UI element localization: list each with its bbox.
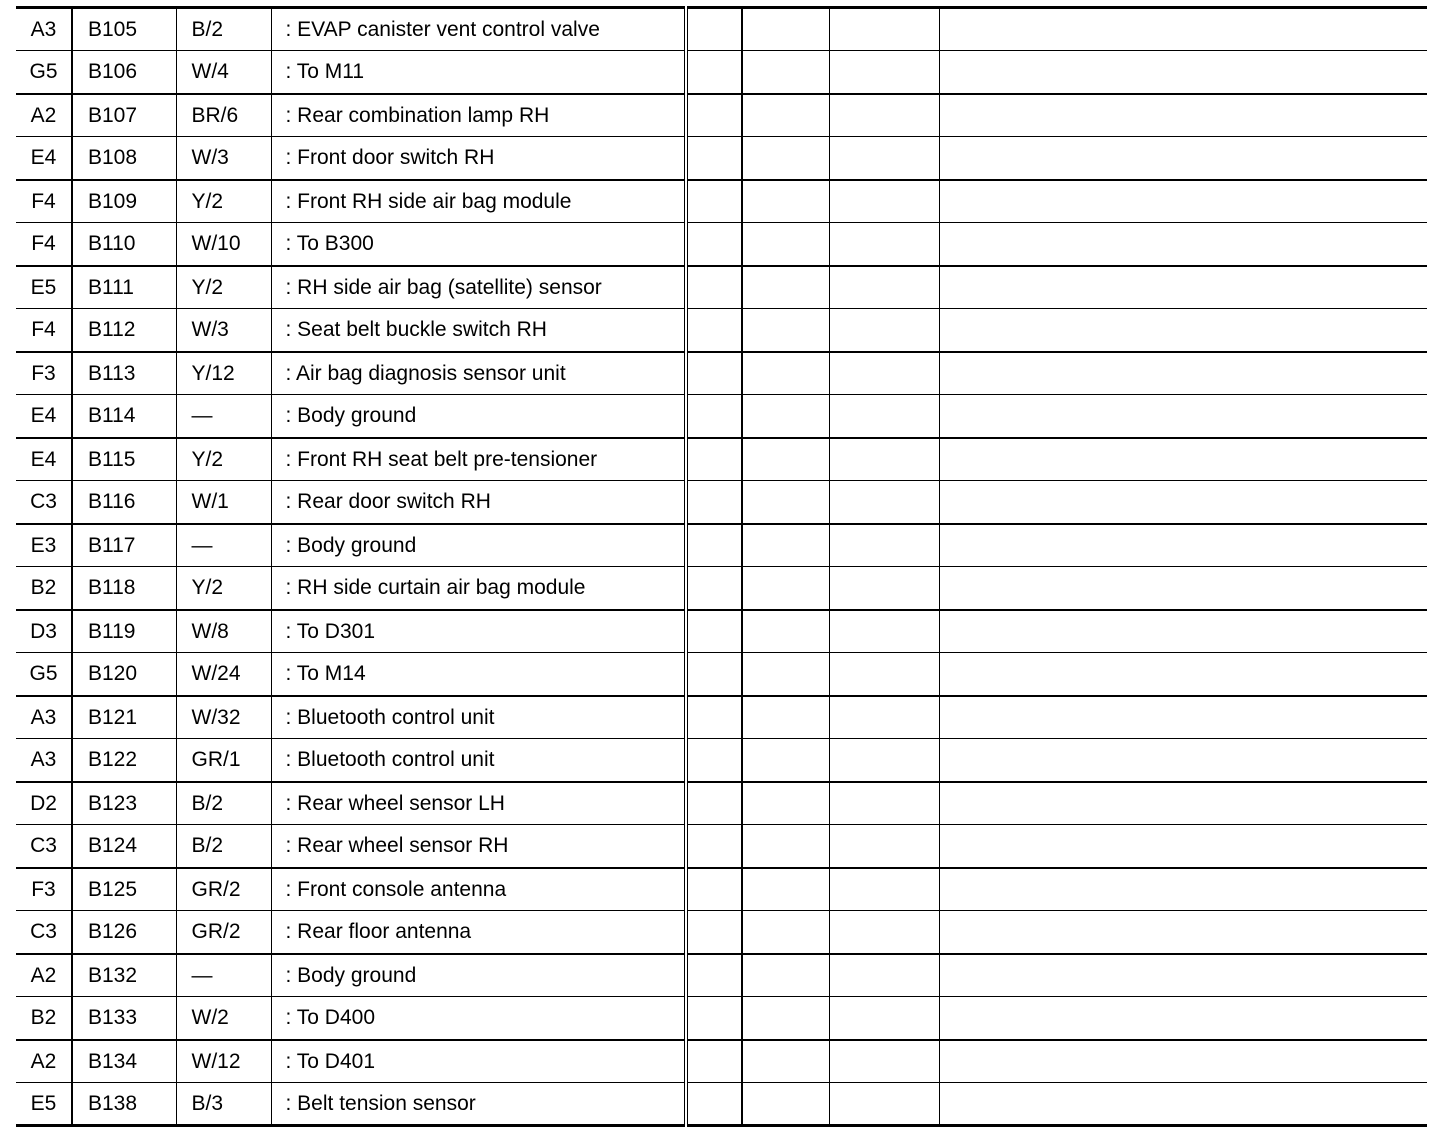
empty-connector-cell <box>742 911 829 954</box>
connector-color-pins-cell: GR/1 <box>176 739 271 782</box>
connector-number-cell: B121 <box>72 696 176 739</box>
connector-number-cell: B132 <box>72 954 176 997</box>
empty-grid-cell <box>686 1040 742 1083</box>
empty-grid-cell <box>686 739 742 782</box>
connector-description-cell: : Seat belt buckle switch RH <box>271 309 686 352</box>
empty-connector-cell <box>742 137 829 180</box>
connector-number-cell: B117 <box>72 524 176 567</box>
empty-description-cell <box>939 1040 1427 1083</box>
empty-color-pins-cell <box>829 395 939 438</box>
empty-description-cell <box>939 223 1427 266</box>
table-body <box>16 8 1427 1126</box>
empty-connector-cell <box>742 1083 829 1126</box>
connector-description-cell: : Bluetooth control unit <box>271 739 686 782</box>
connector-description-cell: : Bluetooth control unit <box>271 696 686 739</box>
connector-number-cell: B133 <box>72 997 176 1040</box>
connector-number-cell: B134 <box>72 1040 176 1083</box>
empty-grid-cell <box>686 309 742 352</box>
empty-color-pins-cell <box>829 94 939 137</box>
empty-description-cell <box>939 266 1427 309</box>
grid-ref-cell: E4 <box>16 438 72 481</box>
grid-ref-cell: E5 <box>16 266 72 309</box>
connector-description-cell: : To D301 <box>271 610 686 653</box>
connector-color-pins-cell: Y/12 <box>176 352 271 395</box>
connector-color-pins-cell: GR/2 <box>176 911 271 954</box>
empty-color-pins-cell <box>829 696 939 739</box>
grid-ref-cell: F4 <box>16 309 72 352</box>
empty-color-pins-cell <box>829 180 939 223</box>
table-row <box>16 610 1427 653</box>
empty-connector-cell <box>742 395 829 438</box>
grid-ref-cell: E4 <box>16 395 72 438</box>
connector-number-cell: B107 <box>72 94 176 137</box>
empty-description-cell <box>939 567 1427 610</box>
empty-description-cell <box>939 653 1427 696</box>
grid-ref-cell: C3 <box>16 481 72 524</box>
connector-color-pins-cell: Y/2 <box>176 567 271 610</box>
connector-number-cell: B108 <box>72 137 176 180</box>
empty-connector-cell <box>742 567 829 610</box>
connector-color-pins-cell: — <box>176 395 271 438</box>
empty-grid-cell <box>686 653 742 696</box>
empty-color-pins-cell <box>829 51 939 94</box>
grid-ref-cell: D3 <box>16 610 72 653</box>
grid-ref-cell: E5 <box>16 1083 72 1126</box>
empty-color-pins-cell <box>829 825 939 868</box>
empty-description-cell <box>939 352 1427 395</box>
table-row <box>16 51 1427 94</box>
connector-description-cell: : Rear combination lamp RH <box>271 94 686 137</box>
empty-connector-cell <box>742 1040 829 1083</box>
connector-color-pins-cell: W/12 <box>176 1040 271 1083</box>
empty-description-cell <box>939 438 1427 481</box>
connector-description-cell: : Rear floor antenna <box>271 911 686 954</box>
connector-color-pins-cell: W/8 <box>176 610 271 653</box>
empty-description-cell <box>939 997 1427 1040</box>
empty-grid-cell <box>686 481 742 524</box>
connector-number-cell: B110 <box>72 223 176 266</box>
connector-description-cell: : To D401 <box>271 1040 686 1083</box>
table-row <box>16 137 1427 180</box>
empty-color-pins-cell <box>829 997 939 1040</box>
grid-ref-cell: A3 <box>16 696 72 739</box>
grid-ref-cell: C3 <box>16 825 72 868</box>
empty-description-cell <box>939 825 1427 868</box>
empty-color-pins-cell <box>829 438 939 481</box>
grid-ref-cell: B2 <box>16 567 72 610</box>
empty-connector-cell <box>742 223 829 266</box>
connector-number-cell: B124 <box>72 825 176 868</box>
table-row <box>16 8 1427 51</box>
connector-description-cell: : To D400 <box>271 997 686 1040</box>
grid-ref-cell: C3 <box>16 911 72 954</box>
connector-description-cell: : Front console antenna <box>271 868 686 911</box>
empty-grid-cell <box>686 137 742 180</box>
grid-ref-cell: F3 <box>16 868 72 911</box>
empty-connector-cell <box>742 51 829 94</box>
connector-description-cell: : Body ground <box>271 954 686 997</box>
empty-description-cell <box>939 137 1427 180</box>
connector-description-cell: : Rear door switch RH <box>271 481 686 524</box>
table-row <box>16 567 1427 610</box>
empty-color-pins-cell <box>829 911 939 954</box>
empty-connector-cell <box>742 825 829 868</box>
empty-connector-cell <box>742 438 829 481</box>
connector-description-cell: : Front door switch RH <box>271 137 686 180</box>
table-row <box>16 180 1427 223</box>
table-row <box>16 868 1427 911</box>
empty-grid-cell <box>686 266 742 309</box>
connector-number-cell: B118 <box>72 567 176 610</box>
empty-description-cell <box>939 868 1427 911</box>
connector-number-cell: B123 <box>72 782 176 825</box>
grid-ref-cell: E3 <box>16 524 72 567</box>
empty-grid-cell <box>686 911 742 954</box>
connector-color-pins-cell: B/2 <box>176 8 271 51</box>
grid-ref-cell: F3 <box>16 352 72 395</box>
empty-description-cell <box>939 954 1427 997</box>
table-row <box>16 309 1427 352</box>
connector-number-cell: B111 <box>72 266 176 309</box>
table-row <box>16 395 1427 438</box>
empty-color-pins-cell <box>829 309 939 352</box>
grid-ref-cell: G5 <box>16 653 72 696</box>
connector-description-cell: : To B300 <box>271 223 686 266</box>
empty-grid-cell <box>686 610 742 653</box>
connector-description-cell: : Front RH seat belt pre-tensioner <box>271 438 686 481</box>
empty-description-cell <box>939 696 1427 739</box>
empty-connector-cell <box>742 8 829 51</box>
empty-connector-cell <box>742 524 829 567</box>
table-row <box>16 524 1427 567</box>
empty-connector-cell <box>742 180 829 223</box>
empty-connector-cell <box>742 266 829 309</box>
empty-description-cell <box>939 94 1427 137</box>
connector-color-pins-cell: — <box>176 524 271 567</box>
empty-color-pins-cell <box>829 352 939 395</box>
connector-color-pins-cell: BR/6 <box>176 94 271 137</box>
grid-ref-cell: B2 <box>16 997 72 1040</box>
connector-color-pins-cell: Y/2 <box>176 266 271 309</box>
connector-number-cell: B116 <box>72 481 176 524</box>
table-row <box>16 1083 1427 1126</box>
connector-color-pins-cell: — <box>176 954 271 997</box>
connector-description-cell: : Rear wheel sensor LH <box>271 782 686 825</box>
empty-description-cell <box>939 782 1427 825</box>
empty-description-cell <box>939 610 1427 653</box>
connector-description-cell: : EVAP canister vent control valve <box>271 8 686 51</box>
connector-number-cell: B105 <box>72 8 176 51</box>
connector-number-cell: B126 <box>72 911 176 954</box>
connector-description-cell: : Air bag diagnosis sensor unit <box>271 352 686 395</box>
connector-color-pins-cell: W/3 <box>176 137 271 180</box>
empty-grid-cell <box>686 1083 742 1126</box>
connector-color-pins-cell: Y/2 <box>176 180 271 223</box>
empty-connector-cell <box>742 94 829 137</box>
connector-description-cell: : To M11 <box>271 51 686 94</box>
empty-color-pins-cell <box>829 782 939 825</box>
empty-description-cell <box>939 911 1427 954</box>
connector-description-cell: : To M14 <box>271 653 686 696</box>
empty-grid-cell <box>686 954 742 997</box>
empty-grid-cell <box>686 782 742 825</box>
empty-grid-cell <box>686 567 742 610</box>
table-row <box>16 739 1427 782</box>
grid-ref-cell: A3 <box>16 8 72 51</box>
grid-ref-cell: A2 <box>16 94 72 137</box>
empty-color-pins-cell <box>829 1040 939 1083</box>
empty-connector-cell <box>742 997 829 1040</box>
empty-description-cell <box>939 1083 1427 1126</box>
connector-description-cell: : Rear wheel sensor RH <box>271 825 686 868</box>
connector-number-cell: B106 <box>72 51 176 94</box>
connector-number-cell: B125 <box>72 868 176 911</box>
connector-color-pins-cell: B/3 <box>176 1083 271 1126</box>
empty-grid-cell <box>686 825 742 868</box>
table-row <box>16 438 1427 481</box>
connector-color-pins-cell: B/2 <box>176 825 271 868</box>
empty-grid-cell <box>686 395 742 438</box>
connector-number-cell: B138 <box>72 1083 176 1126</box>
connector-description-cell: : Front RH side air bag module <box>271 180 686 223</box>
table-row <box>16 696 1427 739</box>
empty-color-pins-cell <box>829 954 939 997</box>
empty-connector-cell <box>742 739 829 782</box>
grid-ref-cell: A2 <box>16 1040 72 1083</box>
connector-color-pins-cell: B/2 <box>176 782 271 825</box>
connector-description-cell: : Body ground <box>271 524 686 567</box>
empty-connector-cell <box>742 610 829 653</box>
empty-grid-cell <box>686 51 742 94</box>
connector-number-cell: B119 <box>72 610 176 653</box>
empty-grid-cell <box>686 94 742 137</box>
empty-grid-cell <box>686 524 742 567</box>
connector-description-cell: : RH side curtain air bag module <box>271 567 686 610</box>
empty-connector-cell <box>742 782 829 825</box>
connector-color-pins-cell: W/1 <box>176 481 271 524</box>
empty-color-pins-cell <box>829 137 939 180</box>
empty-description-cell <box>939 51 1427 94</box>
table-row <box>16 954 1427 997</box>
grid-ref-cell: A3 <box>16 739 72 782</box>
grid-ref-cell: F4 <box>16 223 72 266</box>
empty-description-cell <box>939 180 1427 223</box>
empty-color-pins-cell <box>829 868 939 911</box>
connector-color-pins-cell: W/2 <box>176 997 271 1040</box>
empty-color-pins-cell <box>829 524 939 567</box>
empty-grid-cell <box>686 868 742 911</box>
connector-description-cell: : Body ground <box>271 395 686 438</box>
connector-number-cell: B114 <box>72 395 176 438</box>
empty-color-pins-cell <box>829 567 939 610</box>
empty-color-pins-cell <box>829 653 939 696</box>
connector-color-pins-cell: W/4 <box>176 51 271 94</box>
connector-color-pins-cell: W/24 <box>176 653 271 696</box>
empty-color-pins-cell <box>829 739 939 782</box>
empty-description-cell <box>939 395 1427 438</box>
connector-color-pins-cell: GR/2 <box>176 868 271 911</box>
table-row <box>16 223 1427 266</box>
empty-color-pins-cell <box>829 266 939 309</box>
grid-ref-cell: A2 <box>16 954 72 997</box>
empty-connector-cell <box>742 954 829 997</box>
table-row <box>16 94 1427 137</box>
grid-ref-cell: G5 <box>16 51 72 94</box>
empty-connector-cell <box>742 481 829 524</box>
empty-description-cell <box>939 524 1427 567</box>
empty-color-pins-cell <box>829 8 939 51</box>
connector-number-cell: B113 <box>72 352 176 395</box>
table-row <box>16 653 1427 696</box>
table-row <box>16 997 1427 1040</box>
connector-number-cell: B115 <box>72 438 176 481</box>
empty-color-pins-cell <box>829 1083 939 1126</box>
empty-grid-cell <box>686 997 742 1040</box>
grid-ref-cell: D2 <box>16 782 72 825</box>
connector-list-table <box>16 6 1427 1127</box>
connector-description-cell: : Belt tension sensor <box>271 1083 686 1126</box>
empty-grid-cell <box>686 180 742 223</box>
empty-description-cell <box>939 481 1427 524</box>
table-row <box>16 825 1427 868</box>
connector-description-cell: : RH side air bag (satellite) sensor <box>271 266 686 309</box>
empty-grid-cell <box>686 696 742 739</box>
connector-color-pins-cell: Y/2 <box>176 438 271 481</box>
empty-description-cell <box>939 739 1427 782</box>
connector-number-cell: B109 <box>72 180 176 223</box>
table-row <box>16 782 1427 825</box>
empty-connector-cell <box>742 868 829 911</box>
table-row <box>16 352 1427 395</box>
connector-number-cell: B112 <box>72 309 176 352</box>
empty-description-cell <box>939 8 1427 51</box>
connector-color-pins-cell: W/3 <box>176 309 271 352</box>
empty-connector-cell <box>742 352 829 395</box>
table-row <box>16 1040 1427 1083</box>
table-row <box>16 481 1427 524</box>
empty-grid-cell <box>686 352 742 395</box>
empty-grid-cell <box>686 223 742 266</box>
empty-connector-cell <box>742 309 829 352</box>
empty-color-pins-cell <box>829 481 939 524</box>
empty-grid-cell <box>686 438 742 481</box>
table-row <box>16 911 1427 954</box>
connector-color-pins-cell: W/10 <box>176 223 271 266</box>
empty-description-cell <box>939 309 1427 352</box>
grid-ref-cell: E4 <box>16 137 72 180</box>
connector-color-pins-cell: W/32 <box>176 696 271 739</box>
grid-ref-cell: F4 <box>16 180 72 223</box>
connector-number-cell: B120 <box>72 653 176 696</box>
table-row <box>16 266 1427 309</box>
empty-grid-cell <box>686 8 742 51</box>
connector-number-cell: B122 <box>72 739 176 782</box>
empty-color-pins-cell <box>829 223 939 266</box>
empty-color-pins-cell <box>829 610 939 653</box>
empty-connector-cell <box>742 696 829 739</box>
empty-connector-cell <box>742 653 829 696</box>
